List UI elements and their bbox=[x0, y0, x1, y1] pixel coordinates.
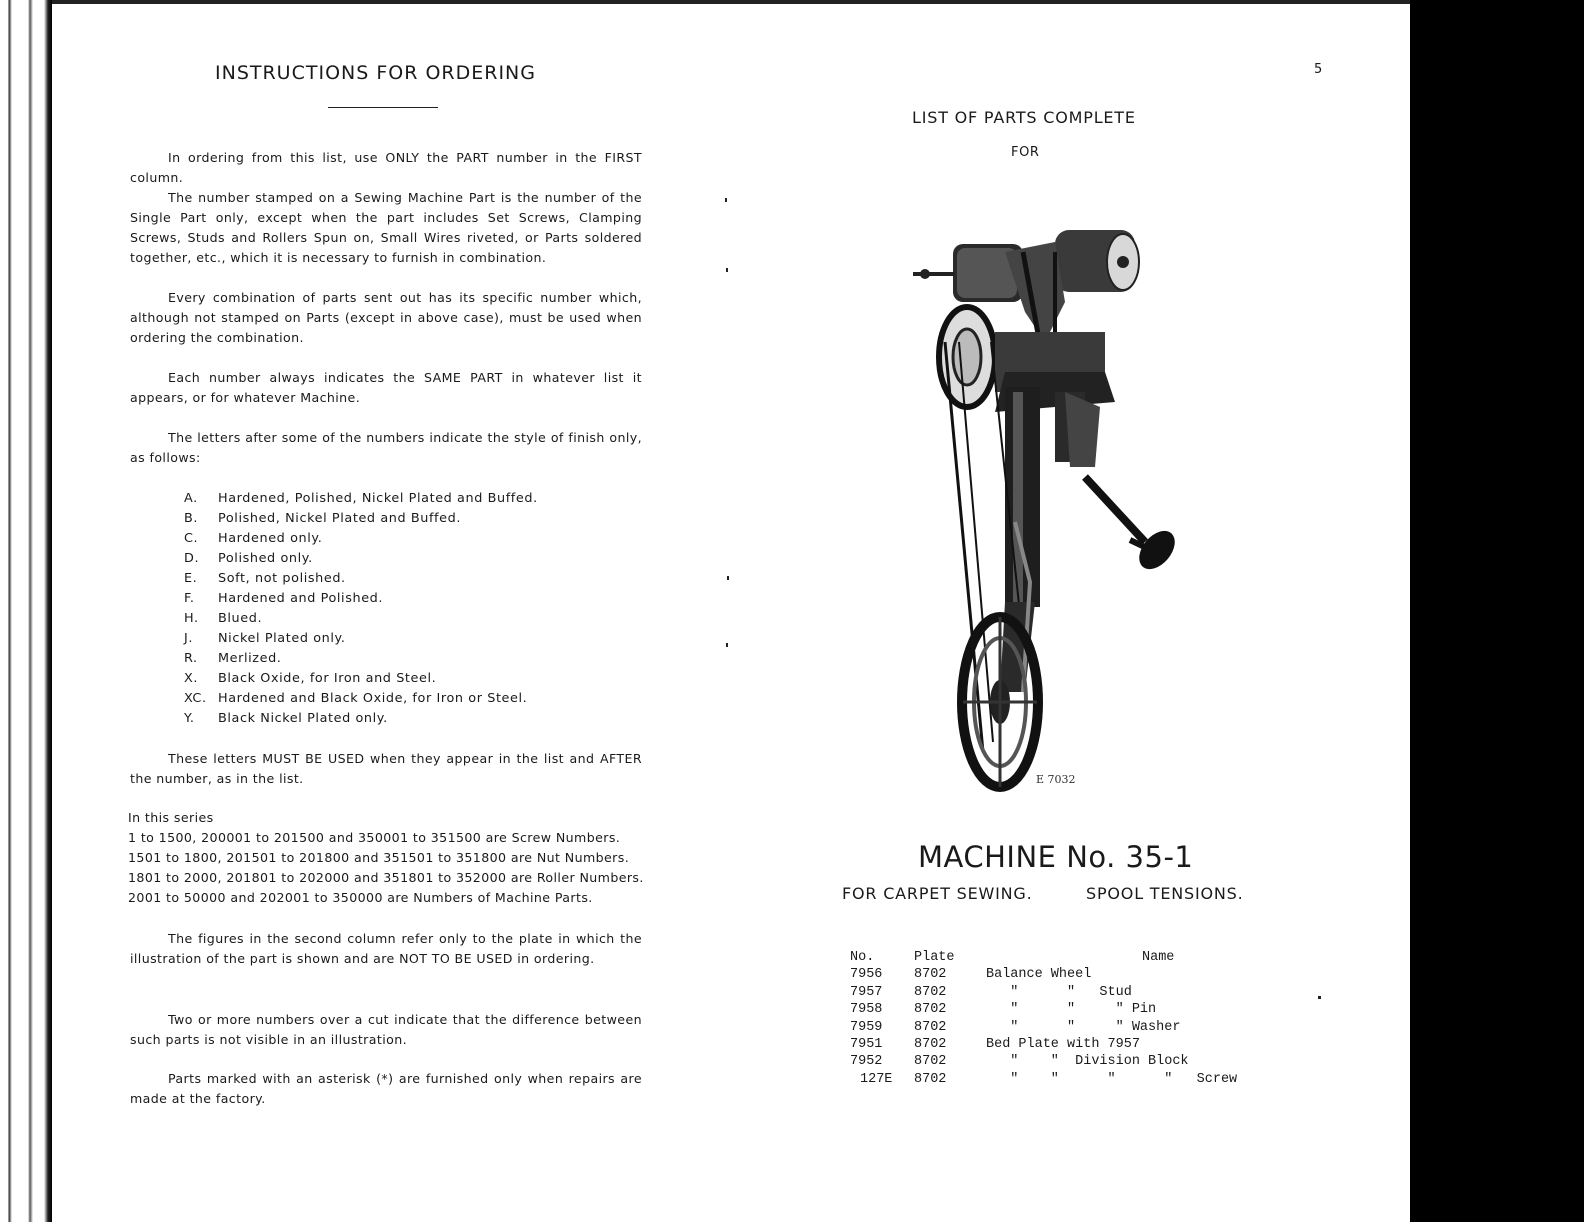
paragraph-letters-note bbox=[130, 749, 642, 789]
page-number: 5 bbox=[1314, 62, 1323, 77]
finish-item bbox=[184, 629, 538, 649]
part-plate: 8702 bbox=[914, 967, 947, 983]
finish-text: Hardened only. bbox=[218, 531, 323, 546]
for-label: FOR bbox=[1011, 145, 1040, 160]
series-line: 1801 to 2000, 201801 to 202000 and 351801 to 352000 are Roller Numbers. bbox=[128, 870, 644, 885]
finish-text: Hardened and Polished. bbox=[218, 591, 384, 606]
part-no: 7951 bbox=[850, 1036, 883, 1052]
finish-item bbox=[184, 529, 538, 549]
header-plate: Plate bbox=[914, 950, 955, 965]
finish-item bbox=[184, 609, 538, 629]
finish-text: Hardened, Polished, Nickel Plated and Buffed. bbox=[218, 491, 538, 506]
paragraph-text: These letters MUST BE USED when they appear in the list and AFTER the number, as in the list. bbox=[130, 751, 642, 786]
finish-letter: C. bbox=[184, 531, 199, 546]
part-no: 7959 bbox=[850, 1019, 883, 1035]
paragraph-text: Parts marked with an asterisk (*) are furnished only when repairs are made at the factory. bbox=[130, 1071, 642, 1106]
finish-text: Merlized. bbox=[218, 651, 282, 666]
series-line: 2001 to 50000 and 202001 to 350000 are Numbers of Machine Parts. bbox=[128, 890, 593, 905]
part-no: 7957 bbox=[850, 984, 883, 1000]
finish-item bbox=[184, 669, 538, 689]
finish-text: Nickel Plated only. bbox=[218, 631, 346, 646]
title-underline bbox=[328, 107, 438, 108]
finish-item bbox=[184, 549, 538, 569]
finish-letter: J. bbox=[184, 631, 194, 646]
machine-illustration bbox=[905, 222, 1195, 797]
number-series bbox=[128, 808, 644, 908]
table-row bbox=[840, 985, 1260, 1002]
part-name: " " Division Block bbox=[986, 1054, 1189, 1070]
paragraph-text: The letters after some of the numbers indicate the style of finish only, as follows: bbox=[130, 430, 642, 465]
header-name: Name bbox=[1142, 950, 1175, 965]
finish-text: Polished, Nickel Plated and Buffed. bbox=[218, 511, 462, 526]
part-name: " " " Washer bbox=[986, 1019, 1181, 1035]
scan-left-edge bbox=[0, 0, 52, 1222]
finish-letter: R. bbox=[184, 651, 198, 666]
paragraph-text: Every combination of parts sent out has its specific number which, although not stamped on Parts (except in above case), must be used when ordering the combination. bbox=[130, 290, 642, 345]
table-row bbox=[840, 1002, 1260, 1019]
part-plate: 8702 bbox=[914, 984, 947, 1000]
part-plate: 8702 bbox=[914, 1036, 947, 1052]
table-row bbox=[840, 1054, 1260, 1071]
finish-letter: E. bbox=[184, 571, 198, 586]
paragraph-letters bbox=[130, 428, 642, 468]
paragraph-figures-note bbox=[130, 929, 642, 969]
subtitle-spool-tensions: SPOOL TENSIONS. bbox=[1086, 884, 1244, 903]
finish-item bbox=[184, 649, 538, 669]
finish-item bbox=[184, 689, 538, 709]
finish-text: Hardened and Black Oxide, for Iron or Steel. bbox=[218, 691, 528, 706]
paragraph-stamped-number bbox=[130, 188, 642, 268]
scan-top-edge bbox=[52, 0, 1410, 4]
part-name: Bed Plate with 7957 bbox=[986, 1036, 1140, 1052]
finish-letter: D. bbox=[184, 551, 200, 566]
table-row bbox=[840, 1037, 1260, 1054]
finish-letter: F. bbox=[184, 591, 195, 606]
subtitle-carpet-sewing: FOR CARPET SEWING. bbox=[842, 884, 1033, 903]
paragraph-same-part bbox=[130, 368, 642, 408]
part-no: 7952 bbox=[850, 1054, 883, 1070]
part-plate: 8702 bbox=[914, 1019, 947, 1035]
finish-item bbox=[184, 709, 538, 729]
paragraph-text: In ordering from this list, use ONLY the PART number in the FIRST column. bbox=[130, 150, 642, 185]
part-no: 127E bbox=[860, 1071, 893, 1087]
table-row bbox=[840, 967, 1260, 984]
paragraph-text: Each number always indicates the SAME PART in whatever list it appears, or for whatever Machine. bbox=[130, 370, 642, 405]
finish-letter: XC. bbox=[184, 691, 207, 706]
paragraph-text: The number stamped on a Sewing Machine Part is the number of the Single Part only, except when the part includes Set Screws, Clamping Screws, Studs and Rollers Spun on, Small Wires riveted, or Parts soldered together, etc., which it is necessary to furnish in combination. bbox=[130, 190, 642, 265]
series-line: 1501 to 1800, 201501 to 201800 and 351501 to 351800 are Nut Numbers. bbox=[128, 850, 630, 865]
finish-letter: H. bbox=[184, 611, 199, 626]
figure-code: E 7032 bbox=[1036, 773, 1076, 786]
finish-text: Blued. bbox=[218, 611, 263, 626]
part-name: Balance Wheel bbox=[986, 967, 1092, 983]
part-no: 7958 bbox=[850, 1002, 883, 1018]
part-plate: 8702 bbox=[914, 1071, 947, 1087]
part-no: 7956 bbox=[850, 967, 883, 983]
finish-item bbox=[184, 589, 538, 609]
part-plate: 8702 bbox=[914, 1002, 947, 1018]
finish-text: Polished only. bbox=[218, 551, 313, 566]
table-row bbox=[840, 1020, 1260, 1037]
paragraph-text: The figures in the second column refer only to the plate in which the illustration of the part is shown and are NOT TO BE USED in ordering. bbox=[130, 931, 642, 966]
machine-title: MACHINE No. 35-1 bbox=[918, 840, 1194, 874]
parts-list-title: LIST OF PARTS COMPLETE bbox=[912, 108, 1136, 127]
part-name: " " Stud bbox=[986, 984, 1132, 1000]
finish-item bbox=[184, 509, 538, 529]
scan-right-edge bbox=[1410, 0, 1584, 1222]
finish-letter: B. bbox=[184, 511, 199, 526]
finish-item bbox=[184, 489, 538, 509]
parts-table bbox=[840, 950, 1260, 1089]
finish-item bbox=[184, 569, 538, 589]
header-no: No. bbox=[850, 950, 875, 965]
parts-table-header bbox=[840, 950, 1260, 967]
part-name: " " " " Screw bbox=[986, 1071, 1238, 1087]
finish-list bbox=[184, 489, 538, 729]
finish-letter: X. bbox=[184, 671, 199, 686]
instructions-title: INSTRUCTIONS FOR ORDERING bbox=[215, 62, 536, 84]
part-name: " " " Pin bbox=[986, 1002, 1157, 1018]
series-line: In this series bbox=[128, 810, 214, 825]
paragraph-asterisk bbox=[130, 1069, 642, 1109]
finish-text: Black Nickel Plated only. bbox=[218, 711, 388, 726]
finish-text: Soft, not polished. bbox=[218, 571, 346, 586]
paragraph-combination bbox=[130, 288, 642, 348]
paragraph-text: Two or more numbers over a cut indicate that the difference between such parts is not visible in an illustration. bbox=[130, 1012, 642, 1047]
finish-text: Black Oxide, for Iron and Steel. bbox=[218, 671, 437, 686]
part-plate: 8702 bbox=[914, 1054, 947, 1070]
finish-letter: A. bbox=[184, 491, 198, 506]
series-line: 1 to 1500, 200001 to 201500 and 350001 to 351500 are Screw Numbers. bbox=[128, 830, 621, 845]
table-row bbox=[840, 1072, 1260, 1089]
paragraph-ordering bbox=[130, 148, 642, 188]
finish-letter: Y. bbox=[184, 711, 195, 726]
paragraph-two-numbers bbox=[130, 1010, 642, 1050]
